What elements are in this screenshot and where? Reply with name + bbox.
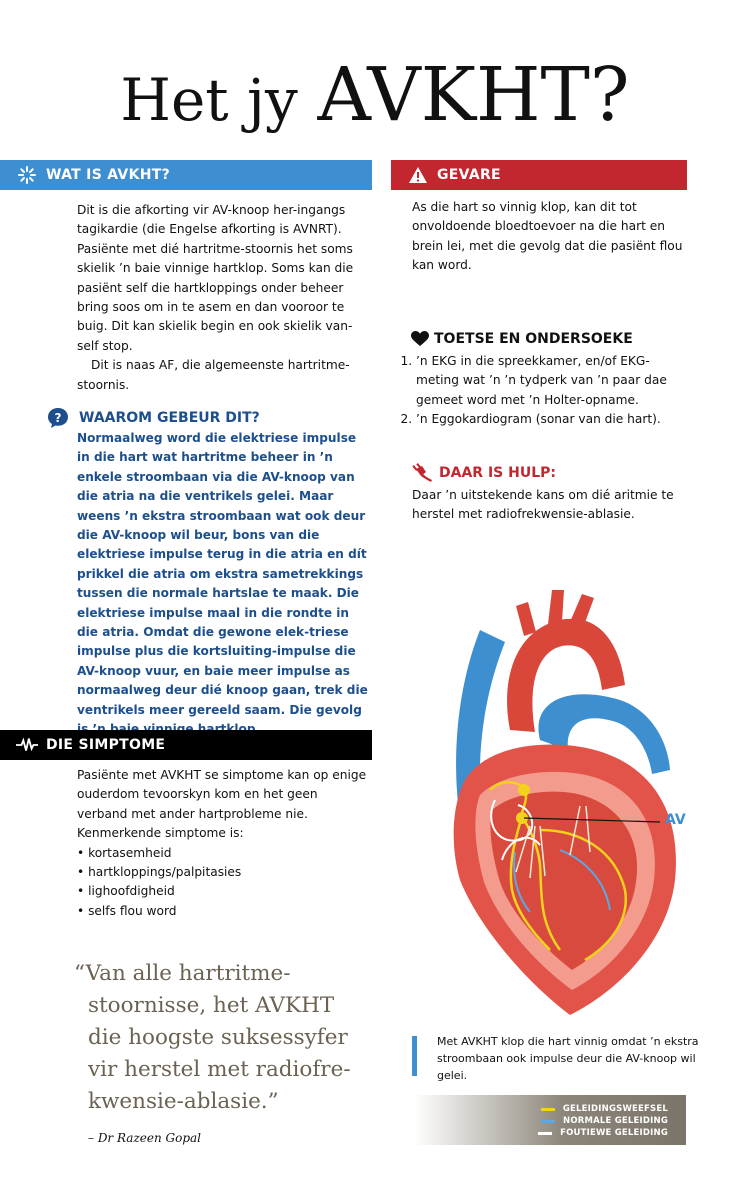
symptoms-heading-bar xyxy=(0,730,372,760)
list-item: • selfs flou word xyxy=(77,902,369,921)
title-part2: AVKHT? xyxy=(317,52,630,138)
quote-text: “Van alle hartritme-stoornisse, het AVKHT die hoogste suksessyfer vir herstel met radiofre-kwensie-ablasie.” xyxy=(74,961,351,1114)
figure-caption: Met AVKHT klop die hart vinnig omdat ’n ekstra stroombaan ook impulse deur die AV-knoop wil gelei. xyxy=(437,1035,699,1082)
heart-illustration xyxy=(420,590,690,1020)
list-item: 1. ’n EKG in die spreekkamer, en/of EKG-meting wat ’n ’n tydperk van ’n paar dae gemeet word met ’n Holter-opname. xyxy=(416,352,689,410)
legend-swatch-yellow xyxy=(541,1108,555,1111)
svg-text:?: ? xyxy=(54,411,62,425)
danger-body: As die hart so vinnig klop, kan dit tot onvoldoende bloedtoevoer na die hart en brein lei, met die gevolg dat die pasiënt flou kan word. xyxy=(412,200,683,273)
symptoms-intro: Pasiënte met AVKHT se simptome kan op enige ouderdom tevoorskyn kom en het geen verband met ander hartprobleme nie. Kenmerkende simptome is: xyxy=(77,768,367,841)
legend-swatch-white xyxy=(538,1132,552,1135)
plug-icon xyxy=(411,463,433,483)
warning-icon xyxy=(407,164,429,186)
legend-swatch-blue xyxy=(541,1120,555,1123)
legend-item xyxy=(538,1128,668,1138)
what-para2: Dit is naas AF, die algemeenste hartritme-stoornis. xyxy=(77,358,350,392)
heart-icon xyxy=(411,331,429,347)
what-para1: Dit is die afkorting vir AV-knoop her-ingangs tagikardie (die Engelse afkorting is AVNRT). Pasiënte met dié hartritme-stoornis het soms skielik ’n baie vinnige hartklop. Soms kan die pasiënt self die hartkloppings onder beheer bring soos om in te asem en dan vooroor te buig. Dit kan skielik begin en ook skielik van-self stop. xyxy=(77,203,354,353)
tests-body xyxy=(399,352,689,430)
tests-heading: TOETSE EN ONDERSOEKE xyxy=(434,331,633,347)
tests-heading-row xyxy=(411,331,633,347)
caption-accent xyxy=(412,1036,417,1076)
list-item: • lighoofdigheid xyxy=(77,882,369,901)
pull-quote xyxy=(74,958,374,1118)
page-title xyxy=(0,52,750,138)
title-part1: Het jy xyxy=(120,66,298,134)
list-item: 2. ’n Eggokardiogram (sonar van die hart). xyxy=(416,410,689,429)
av-label: AV xyxy=(665,812,686,828)
figure-legend xyxy=(415,1095,686,1145)
what-body xyxy=(77,201,367,395)
why-heading-row xyxy=(47,407,260,429)
legend-label: FOUTIEWE GELEIDING xyxy=(560,1128,668,1138)
what-heading-bar xyxy=(0,160,372,190)
help-heading-row xyxy=(411,463,556,483)
symptoms-body xyxy=(77,766,369,921)
legend-label: GELEIDINGSWEEFSEL xyxy=(562,1104,668,1114)
tests-list xyxy=(399,352,689,430)
legend-item xyxy=(541,1104,668,1114)
list-item: • hartkloppings/palpitasies xyxy=(77,863,369,882)
list-item: • kortasemheid xyxy=(77,844,369,863)
help-heading: DAAR IS HULP: xyxy=(439,465,556,481)
quote-author: – Dr Razeen Gopal xyxy=(88,1131,202,1145)
what-heading: WAT IS AVKHT? xyxy=(46,167,171,183)
question-icon xyxy=(47,407,69,429)
danger-heading: GEVARE xyxy=(437,167,501,183)
why-body: Normaalweg word die elektriese impulse in die hart wat hartritme beheer in ’n enkele stroombaan via die AV-knoop van die atria na die ventrikels gelei. Maar weens ’n ekstra stroombaan wat ook deur die AV-knoop wil beur, bons van die elektriese impulse terug in die atria en dít prikkel die atria om ekstra sametrekkings tussen die normale hartslae te maak. Die elektriese impulse maal in die rondte in die atria. Omdat die gewone elek-triese impulse plus die kortsluiting-impulse die AV-knoop vuur, en baie meer impulse as normaalweg deur dié knoop gaan, trek die ventrikels meer gereeld saam. Die gevolg xyxy=(77,431,368,717)
legend-item xyxy=(541,1116,668,1126)
symptoms-list xyxy=(77,844,369,922)
danger-heading-bar xyxy=(391,160,687,190)
legend-label: NORMALE GELEIDING xyxy=(563,1116,668,1126)
symptoms-heading: DIE SIMPTOME xyxy=(46,737,166,753)
why-heading: WAAROM GEBEUR DIT? xyxy=(79,410,260,426)
pulse-icon xyxy=(16,734,38,756)
help-body: Daar ’n uitstekende kans om dié aritmie te herstel met radiofrekwensie-ablasie. xyxy=(412,488,674,522)
burst-icon xyxy=(16,164,38,186)
